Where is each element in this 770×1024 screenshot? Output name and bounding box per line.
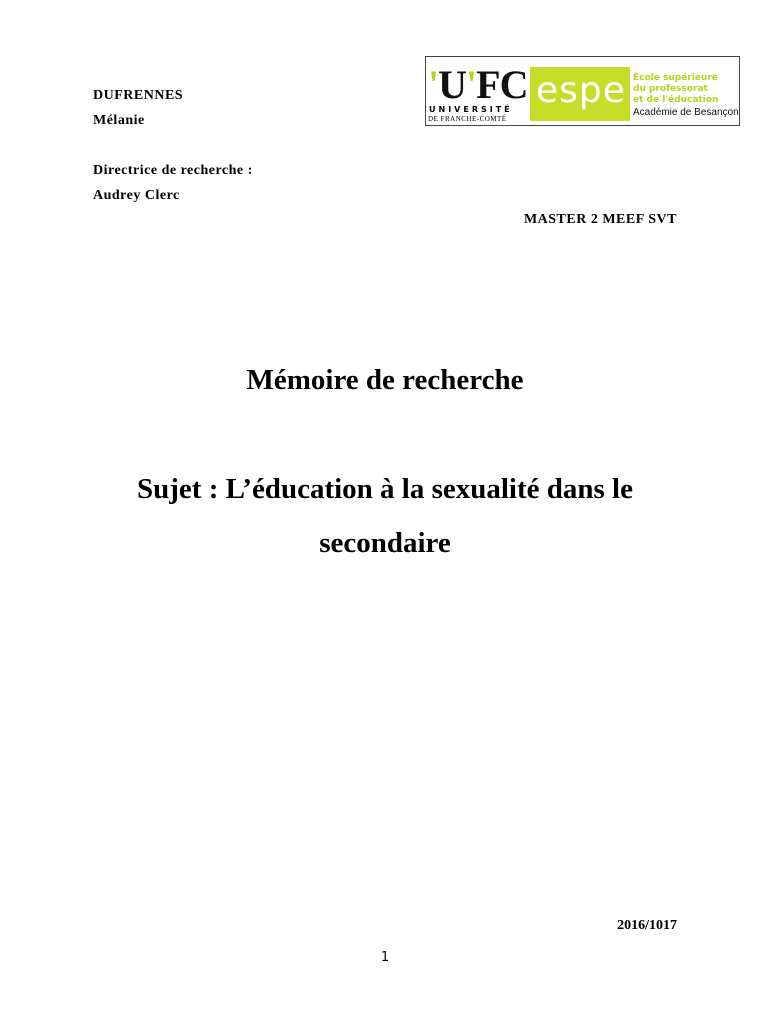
- espe-wordmark: espe: [536, 70, 626, 111]
- ufc-logo: [426, 57, 529, 125]
- espe-line-1: École supérieure: [633, 73, 718, 83]
- author-last-name: DUFRENNES: [93, 88, 184, 103]
- ufc-mark-fc: FC: [476, 62, 528, 107]
- espe-line-2: du professorat: [633, 84, 708, 94]
- author-first-name: Mélanie: [93, 113, 145, 128]
- page-number: 1: [380, 950, 390, 965]
- espe-academy: Académie de Besançon: [633, 107, 739, 118]
- ufc-place-text: DE FRANCHE-COMTÉ: [428, 115, 507, 123]
- subject-title: [60, 462, 710, 570]
- document-type-title: Mémoire de recherche: [246, 364, 524, 396]
- ufc-mark-u: U: [438, 62, 467, 107]
- ufc-mark: 'U'FC: [428, 62, 528, 107]
- subject-line-2: secondaire: [319, 527, 451, 559]
- espe-text: [633, 73, 718, 106]
- subject-line-1: Sujet : L’éducation à la sexualité dans le: [137, 473, 633, 505]
- director-name: Audrey Clerc: [93, 188, 180, 203]
- degree-label: MASTER 2 MEEF SVT: [523, 212, 677, 227]
- academic-year: 2016/1017: [617, 918, 677, 933]
- director-label: Directrice de recherche :: [93, 163, 253, 178]
- espe-logo-block: [530, 67, 630, 121]
- ufc-university-text: UNIVERSITÉ: [429, 105, 513, 114]
- institution-logo: [425, 56, 740, 126]
- espe-line-3: et de l'éducation: [633, 95, 719, 105]
